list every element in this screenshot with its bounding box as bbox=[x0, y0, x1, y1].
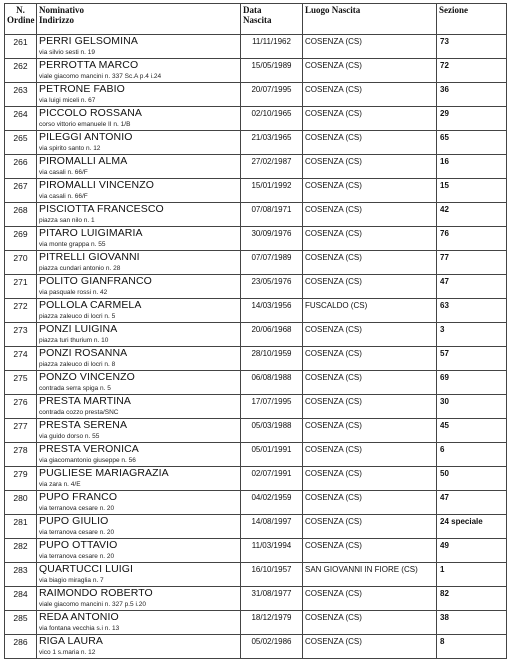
table-body bbox=[5, 35, 507, 659]
row-address: piazza zaleuco di locri n. 5 bbox=[39, 313, 116, 320]
row-birth-place: COSENZA (CS) bbox=[303, 347, 437, 371]
table-row bbox=[5, 107, 507, 131]
row-birth-place: COSENZA (CS) bbox=[303, 35, 437, 59]
row-section: 69 bbox=[437, 371, 507, 395]
row-birth-date: 30/09/1976 bbox=[241, 227, 303, 251]
row-birth-place: COSENZA (CS) bbox=[303, 635, 437, 659]
row-section: 3 bbox=[437, 323, 507, 347]
table-row bbox=[5, 467, 507, 491]
elenco-table bbox=[4, 3, 507, 659]
row-birth-place: COSENZA (CS) bbox=[303, 59, 437, 83]
row-birth-date: 05/02/1986 bbox=[241, 635, 303, 659]
row-nominativo bbox=[37, 467, 241, 491]
row-birth-date: 14/08/1997 bbox=[241, 515, 303, 539]
row-name: QUARTUCCI LUIGI bbox=[39, 563, 134, 575]
elenco-document bbox=[4, 3, 506, 659]
row-section: 50 bbox=[437, 467, 507, 491]
table-row bbox=[5, 83, 507, 107]
header-row bbox=[5, 4, 507, 35]
row-section: 49 bbox=[437, 539, 507, 563]
row-nominativo bbox=[37, 539, 241, 563]
row-number: 274 bbox=[5, 347, 37, 371]
table-row bbox=[5, 275, 507, 299]
header-nominativo: Nominativo Indirizzo bbox=[37, 4, 241, 35]
table-row bbox=[5, 131, 507, 155]
row-nominativo bbox=[37, 515, 241, 539]
row-address: vico 1 s.maria n. 12 bbox=[39, 649, 96, 656]
row-number: 261 bbox=[5, 35, 37, 59]
row-birth-place: COSENZA (CS) bbox=[303, 515, 437, 539]
table-row bbox=[5, 491, 507, 515]
table-row bbox=[5, 227, 507, 251]
row-name: PONZI ROSANNA bbox=[39, 347, 128, 359]
row-birth-place: COSENZA (CS) bbox=[303, 107, 437, 131]
row-birth-place: COSENZA (CS) bbox=[303, 611, 437, 635]
row-birth-place: COSENZA (CS) bbox=[303, 131, 437, 155]
row-birth-date: 11/11/1962 bbox=[241, 35, 303, 59]
row-number: 275 bbox=[5, 371, 37, 395]
row-number: 281 bbox=[5, 515, 37, 539]
row-name: RAIMONDO ROBERTO bbox=[39, 587, 153, 599]
row-number: 271 bbox=[5, 275, 37, 299]
row-birth-date: 18/12/1979 bbox=[241, 611, 303, 635]
row-section: 77 bbox=[437, 251, 507, 275]
row-name: PITARO LUIGIMARIA bbox=[39, 227, 143, 239]
row-number: 280 bbox=[5, 491, 37, 515]
row-section: 82 bbox=[437, 587, 507, 611]
row-address: via casali n. 66/F bbox=[39, 193, 88, 200]
row-name: PISCIOTTA FRANCESCO bbox=[39, 203, 164, 215]
table-row bbox=[5, 155, 507, 179]
row-address: via terranova cesare n. 20 bbox=[39, 553, 115, 560]
row-birth-place: COSENZA (CS) bbox=[303, 323, 437, 347]
row-address: via zara n. 4/E bbox=[39, 481, 81, 488]
row-nominativo bbox=[37, 203, 241, 227]
table-row bbox=[5, 203, 507, 227]
row-birth-date: 21/03/1965 bbox=[241, 131, 303, 155]
row-name: POLLOLA CARMELA bbox=[39, 299, 142, 311]
row-nominativo bbox=[37, 611, 241, 635]
row-section: 24 speciale bbox=[437, 515, 507, 539]
row-birth-place: COSENZA (CS) bbox=[303, 491, 437, 515]
row-address: via silvio sesti n. 19 bbox=[39, 49, 95, 56]
row-section: 29 bbox=[437, 107, 507, 131]
row-address: via casali n. 66/F bbox=[39, 169, 88, 176]
row-section: 1 bbox=[437, 563, 507, 587]
row-nominativo bbox=[37, 347, 241, 371]
row-address: via luigi miceli n. 67 bbox=[39, 97, 96, 104]
row-nominativo bbox=[37, 131, 241, 155]
row-address: via terranova cesare n. 20 bbox=[39, 529, 115, 536]
row-birth-date: 28/10/1959 bbox=[241, 347, 303, 371]
row-birth-date: 20/06/1968 bbox=[241, 323, 303, 347]
row-nominativo bbox=[37, 323, 241, 347]
table-row bbox=[5, 419, 507, 443]
row-nominativo bbox=[37, 395, 241, 419]
row-name: PUGLIESE MARIAGRAZIA bbox=[39, 467, 169, 479]
row-nominativo bbox=[37, 635, 241, 659]
row-number: 285 bbox=[5, 611, 37, 635]
row-number: 263 bbox=[5, 83, 37, 107]
row-name: PILEGGI ANTONIO bbox=[39, 131, 133, 143]
row-birth-date: 14/03/1956 bbox=[241, 299, 303, 323]
row-section: 57 bbox=[437, 347, 507, 371]
row-section: 38 bbox=[437, 611, 507, 635]
row-nominativo bbox=[37, 83, 241, 107]
row-birth-date: 06/08/1988 bbox=[241, 371, 303, 395]
row-section: 45 bbox=[437, 419, 507, 443]
row-nominativo bbox=[37, 299, 241, 323]
row-name: PUPO OTTAVIO bbox=[39, 539, 118, 551]
row-birth-place: COSENZA (CS) bbox=[303, 275, 437, 299]
row-birth-place: COSENZA (CS) bbox=[303, 467, 437, 491]
table-row bbox=[5, 251, 507, 275]
row-address: piazza san nilo n. 1 bbox=[39, 217, 95, 224]
row-address: viale giacomo mancini n. 327 p.5 i.20 bbox=[39, 601, 146, 608]
row-number: 279 bbox=[5, 467, 37, 491]
row-address: piazza cundari antonio n. 28 bbox=[39, 265, 121, 272]
row-nominativo bbox=[37, 251, 241, 275]
row-birth-date: 15/01/1992 bbox=[241, 179, 303, 203]
row-address: viale giacomo mancini n. 337 Sc.A p.4 i.24 bbox=[39, 73, 162, 80]
row-birth-place: COSENZA (CS) bbox=[303, 395, 437, 419]
row-birth-date: 02/07/1991 bbox=[241, 467, 303, 491]
table-row bbox=[5, 35, 507, 59]
row-birth-date: 05/03/1988 bbox=[241, 419, 303, 443]
row-address: via monte grappa n. 55 bbox=[39, 241, 106, 248]
table-row bbox=[5, 371, 507, 395]
row-number: 266 bbox=[5, 155, 37, 179]
row-address: via pasquale rossi n. 42 bbox=[39, 289, 108, 296]
row-birth-date: 05/01/1991 bbox=[241, 443, 303, 467]
row-address: via biagio miraglia n. 7 bbox=[39, 577, 104, 584]
row-name: PETRONE FABIO bbox=[39, 83, 125, 95]
row-birth-place: FUSCALDO (CS) bbox=[303, 299, 437, 323]
row-name: PICCOLO ROSSANA bbox=[39, 107, 143, 119]
row-birth-place: COSENZA (CS) bbox=[303, 419, 437, 443]
row-birth-place: COSENZA (CS) bbox=[303, 155, 437, 179]
row-name: REDA ANTONIO bbox=[39, 611, 119, 623]
row-section: 63 bbox=[437, 299, 507, 323]
row-address: via spirito santo n. 12 bbox=[39, 145, 101, 152]
row-name: PUPO GIULIO bbox=[39, 515, 109, 527]
row-birth-place: COSENZA (CS) bbox=[303, 371, 437, 395]
row-address: via guido dorso n. 55 bbox=[39, 433, 100, 440]
row-address: corso vittorio emanuele II n. 1/B bbox=[39, 121, 131, 128]
row-nominativo bbox=[37, 563, 241, 587]
row-name: PRESTA MARTINA bbox=[39, 395, 132, 407]
row-section: 16 bbox=[437, 155, 507, 179]
row-name: PRESTA SERENA bbox=[39, 419, 128, 431]
row-birth-date: 27/02/1987 bbox=[241, 155, 303, 179]
row-nominativo bbox=[37, 107, 241, 131]
row-birth-date: 16/10/1957 bbox=[241, 563, 303, 587]
row-number: 278 bbox=[5, 443, 37, 467]
row-name: PONZI LUIGINA bbox=[39, 323, 118, 335]
row-number: 270 bbox=[5, 251, 37, 275]
row-birth-place: COSENZA (CS) bbox=[303, 203, 437, 227]
row-address: contrada cozzo presta/SNC bbox=[39, 409, 119, 416]
row-nominativo bbox=[37, 587, 241, 611]
row-section: 6 bbox=[437, 443, 507, 467]
row-birth-date: 20/07/1995 bbox=[241, 83, 303, 107]
row-number: 268 bbox=[5, 203, 37, 227]
header-luogo-nascita: Luogo Nascita bbox=[303, 4, 437, 35]
row-birth-date: 11/03/1994 bbox=[241, 539, 303, 563]
header-numero-ordine: N. Ordine bbox=[5, 4, 37, 35]
row-nominativo bbox=[37, 491, 241, 515]
row-name: PITRELLI GIOVANNI bbox=[39, 251, 140, 263]
row-birth-date: 23/05/1976 bbox=[241, 275, 303, 299]
row-number: 283 bbox=[5, 563, 37, 587]
row-birth-date: 07/07/1989 bbox=[241, 251, 303, 275]
row-number: 286 bbox=[5, 635, 37, 659]
row-address: via giacomantonio giuseppe n. 56 bbox=[39, 457, 136, 464]
row-nominativo bbox=[37, 179, 241, 203]
row-name: PRESTA VERONICA bbox=[39, 443, 139, 455]
row-birth-place: COSENZA (CS) bbox=[303, 83, 437, 107]
row-section: 47 bbox=[437, 275, 507, 299]
table-row bbox=[5, 635, 507, 659]
row-birth-place: COSENZA (CS) bbox=[303, 443, 437, 467]
row-number: 277 bbox=[5, 419, 37, 443]
table-row bbox=[5, 611, 507, 635]
row-number: 264 bbox=[5, 107, 37, 131]
table-row bbox=[5, 179, 507, 203]
row-birth-place: COSENZA (CS) bbox=[303, 251, 437, 275]
row-birth-date: 02/10/1965 bbox=[241, 107, 303, 131]
row-section: 30 bbox=[437, 395, 507, 419]
table-row bbox=[5, 515, 507, 539]
table-row bbox=[5, 299, 507, 323]
row-nominativo bbox=[37, 227, 241, 251]
table-row bbox=[5, 587, 507, 611]
header-sezione: Sezione bbox=[437, 4, 507, 35]
row-name: RIGA LAURA bbox=[39, 635, 104, 647]
table-row bbox=[5, 395, 507, 419]
row-name: PONZO VINCENZO bbox=[39, 371, 135, 383]
row-birth-date: 17/07/1995 bbox=[241, 395, 303, 419]
row-number: 269 bbox=[5, 227, 37, 251]
table-row bbox=[5, 323, 507, 347]
table-row bbox=[5, 539, 507, 563]
row-number: 262 bbox=[5, 59, 37, 83]
row-nominativo bbox=[37, 35, 241, 59]
row-nominativo bbox=[37, 155, 241, 179]
row-name: PIROMALLI ALMA bbox=[39, 155, 128, 167]
row-birth-date: 31/08/1977 bbox=[241, 587, 303, 611]
table-row bbox=[5, 563, 507, 587]
row-number: 265 bbox=[5, 131, 37, 155]
table-row bbox=[5, 443, 507, 467]
row-name: PUPO FRANCO bbox=[39, 491, 118, 503]
row-name: PERROTTA MARCO bbox=[39, 59, 139, 71]
row-section: 42 bbox=[437, 203, 507, 227]
row-section: 47 bbox=[437, 491, 507, 515]
header-data-nascita: Data Nascita bbox=[241, 4, 303, 35]
row-number: 282 bbox=[5, 539, 37, 563]
row-birth-place: COSENZA (CS) bbox=[303, 587, 437, 611]
row-birth-date: 07/08/1971 bbox=[241, 203, 303, 227]
row-address: piazza turi thurium n. 10 bbox=[39, 337, 109, 344]
row-number: 273 bbox=[5, 323, 37, 347]
row-nominativo bbox=[37, 419, 241, 443]
row-address: via terranova cesare n. 20 bbox=[39, 505, 115, 512]
row-address: via fontana vecchia s.i n. 13 bbox=[39, 625, 120, 632]
row-number: 284 bbox=[5, 587, 37, 611]
row-birth-place: COSENZA (CS) bbox=[303, 227, 437, 251]
row-nominativo bbox=[37, 371, 241, 395]
row-address: contrada serra spiga n. 5 bbox=[39, 385, 111, 392]
row-birth-place: SAN GIOVANNI IN FIORE (CS) bbox=[303, 563, 437, 587]
row-number: 272 bbox=[5, 299, 37, 323]
row-nominativo bbox=[37, 443, 241, 467]
row-address: piazza zaleuco di locri n. 8 bbox=[39, 361, 116, 368]
row-number: 276 bbox=[5, 395, 37, 419]
row-section: 15 bbox=[437, 179, 507, 203]
row-birth-date: 04/02/1959 bbox=[241, 491, 303, 515]
row-section: 36 bbox=[437, 83, 507, 107]
table-row bbox=[5, 59, 507, 83]
row-birth-place: COSENZA (CS) bbox=[303, 539, 437, 563]
row-nominativo bbox=[37, 275, 241, 299]
row-nominativo bbox=[37, 59, 241, 83]
row-name: POLITO GIANFRANCO bbox=[39, 275, 152, 287]
table-row bbox=[5, 347, 507, 371]
row-number: 267 bbox=[5, 179, 37, 203]
row-name: PIROMALLI VINCENZO bbox=[39, 179, 154, 191]
row-section: 73 bbox=[437, 35, 507, 59]
row-birth-date: 15/05/1989 bbox=[241, 59, 303, 83]
row-section: 76 bbox=[437, 227, 507, 251]
row-section: 72 bbox=[437, 59, 507, 83]
row-section: 8 bbox=[437, 635, 507, 659]
row-name: PERRI GELSOMINA bbox=[39, 35, 138, 47]
row-birth-place: COSENZA (CS) bbox=[303, 179, 437, 203]
row-section: 65 bbox=[437, 131, 507, 155]
